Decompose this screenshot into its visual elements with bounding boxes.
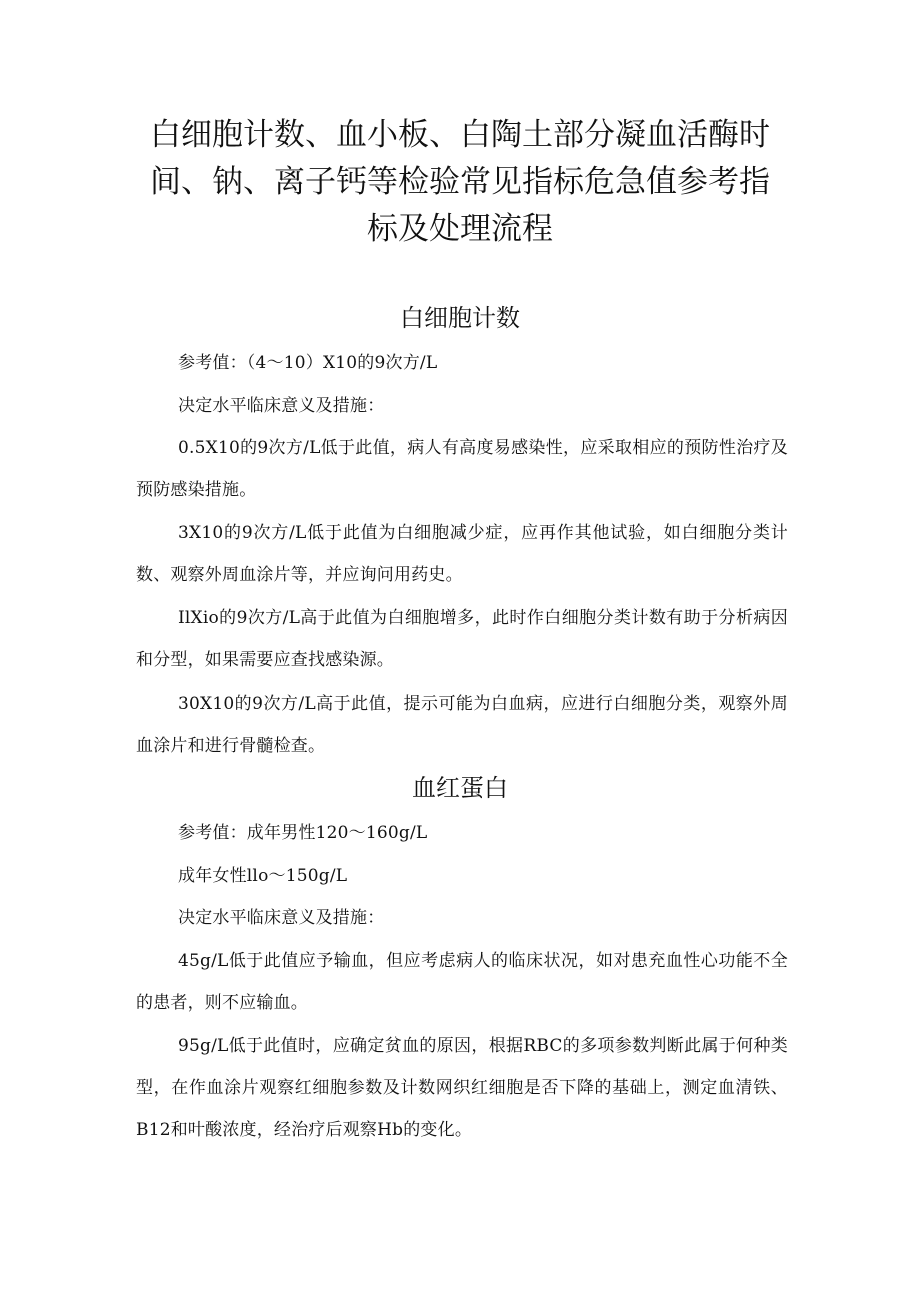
hb-reference-female: 成年女性llo～150g/L (178, 866, 348, 886)
hb-level-95: 95g/L低于此值时，应确定贫血的原因，根据RBC的多项参数判断此属于何种类型，在作血涂片观察红细胞参数及计数网织红细胞是否下降的基础上，测定血清铁、B12和叶酸浓度，经治疗后观察Hb的变化。 (136, 1036, 788, 1140)
wbc-level-11: IlXio的9次方/L高于此值为白细胞增多，此时作白细胞分类计数有助于分析病因和分型，如果需要应查找感染源。 (136, 608, 788, 670)
wbc-level-30: 30X10的9次方/L高于此值，提示可能为白血病，应进行白细胞分类，观察外周血涂片和进行骨髓检查。 (136, 694, 788, 756)
hb-level-45: 45g/L低于此值应予输血，但应考虑病人的临床状况，如对患充血性心功能不全的患者，则不应输血。 (136, 951, 788, 1013)
document-title: 白细胞计数、血小板、白陶土部分凝血活酶时间、钠、离子钙等检验常见指标危急值参考指标及处理流程 (150, 117, 770, 247)
section-heading-hemoglobin: 血红蛋白 (412, 774, 508, 802)
hb-reference-male: 参考值：成年男性120～160g/L (178, 823, 428, 843)
wbc-level-0-5: 0.5X10的9次方/L低于此值，病人有高度易感染性，应采取相应的预防性治疗及预防感染措施。 (136, 438, 788, 500)
section-heading-wbc: 白细胞计数 (400, 304, 520, 332)
wbc-level-3: 3X10的9次方/L低于此值为白细胞减少症，应再作其他试验，如白细胞分类计数、观察外周血涂片等，并应询问用药史。 (136, 523, 788, 585)
wbc-reference-value: 参考值：（4～10）X10的9次方/L (178, 353, 438, 373)
hb-decision-heading: 决定水平临床意义及措施： (178, 908, 385, 928)
wbc-decision-heading: 决定水平临床意义及措施： (178, 396, 385, 416)
